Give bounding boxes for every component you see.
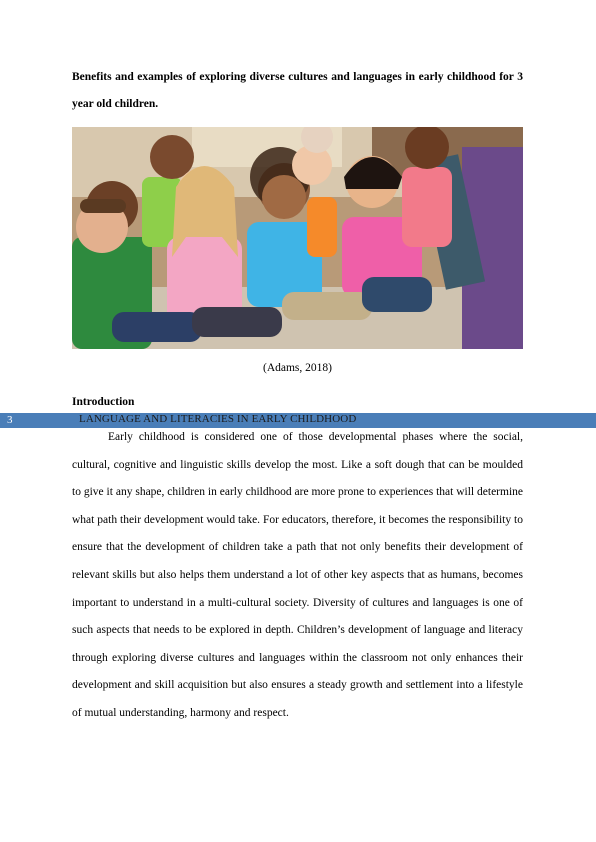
running-head: LANGUAGE AND LITERACIES IN EARLY CHILDHOOD xyxy=(79,413,357,425)
image-caption: (Adams, 2018) xyxy=(263,362,332,374)
document-title: Benefits and examples of exploring diverse cultures and languages in early childhood for 3 year old children. xyxy=(72,71,523,110)
body-paragraph: Early childhood is considered one of those developmental phases where the social, cultural, cognitive and linguistic skills develop the most. Like a soft dough that can be moulded to give it any shape, children in early childhood are more prone to experiences that will determine what path their development would take. For educators, therefore, it becomes the responsibility to ensure that the development of children take a path that not only benefits their development of relevant skills but also helps them understand a lot of other key aspects that as humans, becomes important to understand in a multi-cultural society. Diversity of cultures and languages is one of such aspects that needs to be explored in depth. Children’s development of language and literacy through exploring diverse cultures and languages within the classroom not only enhances their development and skill acquisition but also ensures a steady growth and settlement into a lifestyle of mutual understanding, harmony and respect. xyxy=(72,431,523,719)
section-heading: Introduction xyxy=(72,396,135,408)
children-photo xyxy=(72,127,523,349)
page-number: 3 xyxy=(7,414,13,426)
children-photo-illustration xyxy=(72,127,523,349)
